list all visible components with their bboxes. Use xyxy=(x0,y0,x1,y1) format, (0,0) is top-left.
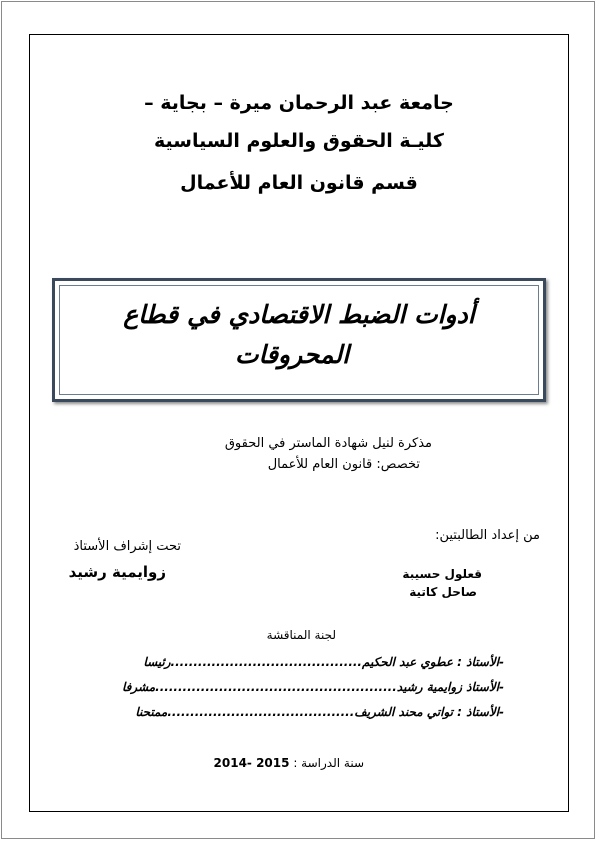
students-label: من إعداد الطالبتين: xyxy=(435,528,540,543)
university-name: جامعة عبد الرحمان ميرة – بجاية – xyxy=(144,92,454,114)
thesis-title-line1: أدوات الضبط الاقتصادي في قطاع xyxy=(123,300,475,329)
supervisor-label: تحت إشراف الأستاذ xyxy=(73,539,181,554)
committee-member-3: -الأستاذ : تواتي محند الشريف.........................................ممتحنا xyxy=(135,705,504,719)
committee-title: لجنة المناقشة xyxy=(266,628,336,642)
faculty-name: كليـة الحقوق والعلوم السياسية xyxy=(154,130,444,152)
student-name-1: قعلول حسيبة xyxy=(402,567,482,581)
committee-member-2: -الأستاذ زوايمية رشيد.....................................................مشرفا xyxy=(122,680,504,694)
specialty-text: تخصص: قانون العام للأعمال xyxy=(267,457,420,472)
committee-member-1: -الأستاذ : عطوي عبد الحكيم..........................................رئيسا xyxy=(143,655,504,669)
degree-text: مذكرة لنيل شهادة الماستر في الحقوق xyxy=(224,436,432,451)
thesis-title-line2: المحروقات xyxy=(234,340,350,369)
supervisor-name: زوايمية رشيد xyxy=(68,563,166,581)
department-name: قسم قانون العام للأعمال xyxy=(180,172,418,194)
student-name-2: صاحل كاتية xyxy=(409,585,477,599)
academic-year: سنة الدراسة : 2014- 2015 xyxy=(213,756,364,770)
